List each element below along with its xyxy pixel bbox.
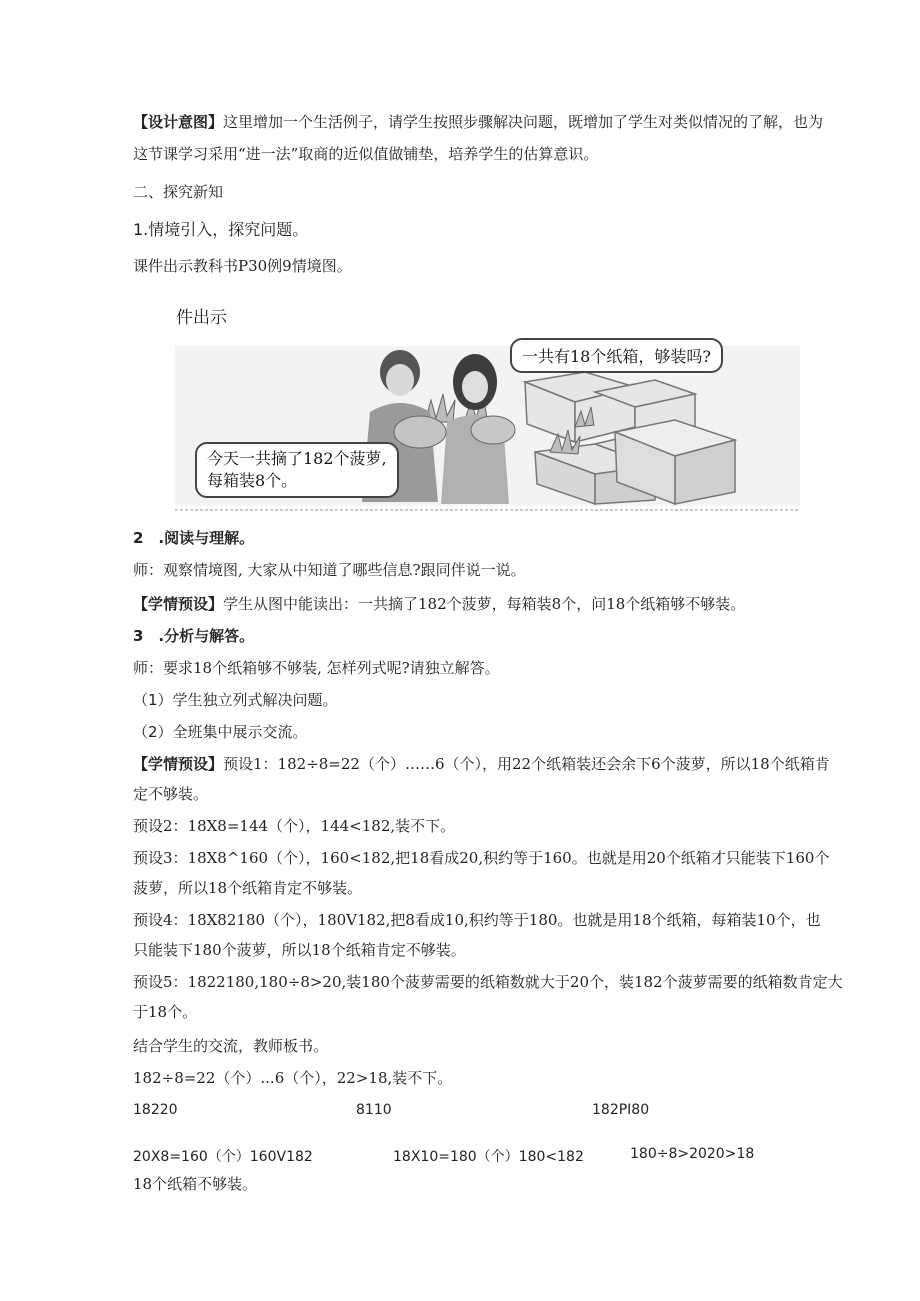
board-cell: 180÷8>2020>18 [630,1146,755,1162]
preset-b-line1: 【学情预设】预设1：182÷8=22（个）……6（个），用22个纸箱装还会余下6个菠萝，所以18个纸箱肯 [133,755,830,773]
board-intro: 结合学生的交流，教师板书。 [133,1037,329,1055]
preset-5-line2: 于18个。 [133,1003,198,1021]
step2-teacher: 师：观察情境图, 大家从中知道了哪些信息?跟同伴说一说。 [133,561,526,579]
preset-4-line2: 只能装下180个菠萝，所以18个纸箱肯定不够装。 [133,941,466,959]
sub-item-1: （1）学生独立列式解决问题。 [133,691,338,709]
step2-title: 2 .阅读与理解。 [133,529,255,547]
design-intent-line1: 【设计意图】这里增加一个生活例子，请学生按照步骤解决问题，既增加了学生对类似情况的了解，也为 [133,113,824,131]
board-cell: 18220 [133,1102,178,1118]
design-intent-line2: 这节课学习采用“进一法”取商的近似值做铺垫，培养学生的估算意识。 [133,145,599,163]
speech-bubble-boxes: 一共有18个纸箱，够装吗? [510,338,723,373]
section-title: 二、探究新知 [133,183,224,201]
sub-item-2: （2）全班集中展示交流。 [133,723,308,741]
board-line1: 182÷8=22（个）...6（个），22>18,装不下。 [133,1069,453,1087]
speech-bubble-pineapples: 今天一共摘了182个菠萝, 每箱装8个。 [195,442,399,498]
preset-3-line1: 预设3：18X8^160（个），160<182,把18看成20,积约等于160。也就是用20个纸箱才只能装下160个 [133,849,830,867]
board-cell: 20X8=160（个）160V182 [133,1149,313,1165]
step1-text: 课件出示教科书P30例9情境图。 [133,257,352,275]
preset-4-line1: 预设4：18X82180（个），180V182,把8看成10,积约等于180。也就是用18个纸箱，每箱装10个，也 [133,911,821,929]
preset-3-line2: 菠萝，所以18个纸箱肯定不够装。 [133,879,363,897]
preset-5-line1: 预设5：1822180,180÷8>20,装180个菠萝需要的纸箱数就大于20个，装182个菠萝需要的纸箱数肯定大 [133,973,843,991]
board-cell: 18X10=180（个）180<182 [393,1149,584,1165]
design-intent-label: 【设计意图】 [133,113,224,131]
step1-title: 1.情境引入，探究问题。 [133,220,309,239]
illustration-label: 件出示 [176,308,227,328]
step3-title: 3 .分析与解答。 [133,627,255,645]
preset-b-line2: 定不够装。 [133,785,209,803]
conclusion: 18个纸箱不够装。 [133,1175,258,1193]
board-cell: 182PI80 [592,1102,650,1118]
preset-a: 【学情预设】学生从图中能读出：一共摘了182个菠萝，每箱装8个，问18个纸箱够不够装。 [133,595,746,613]
illustration [175,332,800,514]
preset-2: 预设2：18X8=144（个），144<182,装不下。 [133,817,456,835]
board-cell: 8110 [356,1102,392,1118]
step3-teacher: 师：要求18个纸箱够不够装, 怎样列式呢?请独立解答。 [133,659,500,677]
